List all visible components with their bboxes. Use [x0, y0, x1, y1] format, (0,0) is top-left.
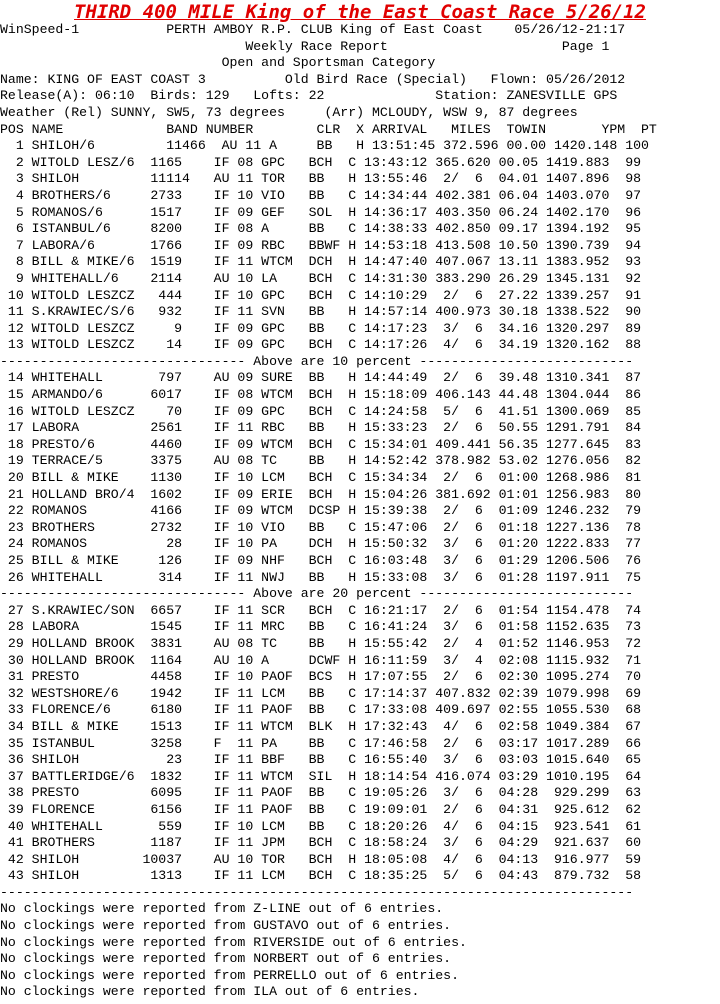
table-row: 28 LABORA 1545 IF 11 MRC BB C 16:41:24 3/ 6 01:58 1152.635 73 [0, 619, 642, 635]
table-row: 33 FLORENCE/6 6180 IF 11 PAOF BB C 17:33:08 409.697 02:55 1055.530 68 [0, 702, 642, 718]
header-line: Name: KING OF EAST COAST 3 Old Bird Race (Special) Flown: 05/26/2012 [0, 71, 626, 87]
table-row: 13 WITOLD LESZCZ 14 IF 09 GPC BCH C 14:17:26 4/ 6 34.19 1320.162 88 [0, 337, 642, 353]
table-row: 42 SHILOH 10037 AU 10 TOR BCH H 18:05:08 4/ 6 04:13 916.977 59 [0, 851, 642, 867]
table-row: 19 TERRACE/5 3375 AU 08 TC BB H 14:52:42 378.982 53.02 1276.056 82 [0, 453, 642, 469]
table-row: 18 PRESTO/6 4460 IF 09 WTCM BCH C 15:34:01 409.441 56.35 1277.645 83 [0, 436, 642, 452]
report-header [0, 22, 657, 138]
footer-line: No clockings were reported from NORBERT out of 6 entries. [0, 951, 452, 967]
table-row: 1 SHILOH/6 11466 AU 11 A BB H 13:51:45 372.596 00.00 1420.148 100 [0, 138, 649, 154]
header-line: WinSpeed-1 PERTH AMBOY R.P. CLUB King of East Coast 05/26/12-21:17 [0, 22, 626, 37]
table-row: 6 ISTANBUL/6 8200 IF 08 A BB C 14:38:33 402.850 09.17 1394.192 95 [0, 221, 642, 237]
table-row: 34 BILL & MIKE 1513 IF 11 WTCM BLK H 17:32:43 4/ 6 02:58 1049.384 67 [0, 718, 642, 734]
table-row: 25 BILL & MIKE 126 IF 09 NHF BCH C 16:03:48 3/ 6 01:29 1206.506 76 [0, 553, 642, 568]
table-row: 8 BILL & MIKE/6 1519 IF 11 WTCM DCH H 14:47:40 407.067 13.11 1383.952 93 [0, 254, 642, 270]
no-clockings-footer [0, 901, 657, 1001]
table-row: 24 ROMANOS 28 IF 10 PA DCH H 15:50:32 3/ 6 01:20 1222.833 77 [0, 536, 642, 552]
table-row: 37 BATTLERIDGE/6 1832 IF 11 WTCM SIL H 18:14:54 416.074 03:29 1010.195 64 [0, 768, 642, 784]
table-row: 41 BROTHERS 1187 IF 11 JPM BCH C 18:58:24 3/ 6 04:29 921.637 60 [0, 835, 642, 851]
table-row: 17 LABORA 2561 IF 11 RBC BB H 15:33:23 2/ 6 50.55 1291.791 84 [0, 420, 642, 436]
table-row: 43 SHILOH 1313 IF 11 LCM BCH C 18:35:25 5/ 6 04:43 879.732 58 [0, 868, 642, 884]
report-title: THIRD 400 MILE King of the East Coast Race 5/26/12 [74, 1, 646, 23]
footer-line: No clockings were reported from PERRELLO out of 6 entries. [0, 967, 459, 983]
footer-line: No clockings were reported from Z-LINE out of 6 entries. [0, 901, 444, 917]
table-row: 5 ROMANOS/6 1517 IF 09 GEF SOL H 14:36:17 403.350 06.24 1402.170 96 [0, 204, 642, 220]
header-line: Weekly Race Report Page 1 [0, 38, 610, 54]
table-row: 16 WITOLD LESZCZ 70 IF 09 GPC BCH C 14:24:58 5/ 6 41.51 1300.069 85 [0, 403, 642, 419]
table-row: 38 PRESTO 6095 IF 11 PAOF BB C 19:05:26 3/ 6 04:28 929.299 63 [0, 785, 642, 801]
table-row: 36 SHILOH 23 IF 11 BBF BB C 16:55:40 3/ 6 03:03 1015.640 65 [0, 752, 642, 768]
footer-line: No clockings were reported from RIVERSIDE out of 6 entries. [0, 934, 467, 950]
table-row: 40 WHITEHALL 559 IF 10 LCM BB C 18:20:26 4/ 6 04:15 923.541 61 [0, 818, 642, 834]
header-line: Open and Sportsman Category [0, 55, 436, 71]
table-row: 32 WESTSHORE/6 1942 IF 11 LCM BB C 17:14:37 407.832 02:39 1079.998 69 [0, 685, 642, 701]
header-line: Release(A): 06:10 Birds: 129 Lofts: 22 Station: ZANESVILLE GPS [0, 88, 618, 104]
table-row: 31 PRESTO 4458 IF 10 PAOF BCS H 17:07:55 2/ 6 02:30 1095.274 70 [0, 669, 642, 685]
table-row: 3 SHILOH 11114 AU 11 TOR BB H 13:55:46 2/ 6 04.01 1407.896 98 [0, 171, 642, 187]
table-row: 20 BILL & MIKE 1130 IF 10 LCM BCH C 15:34:34 2/ 6 01:00 1268.986 81 [0, 470, 642, 486]
table-row: 22 ROMANOS 4166 IF 09 WTCM DCSP H 15:39:38 2/ 6 01:09 1246.232 79 [0, 503, 642, 519]
table-row: 12 WITOLD LESZCZ 9 IF 09 GPC BB C 14:17:23 3/ 6 34.16 1320.297 89 [0, 320, 642, 336]
footer-line: No clockings were reported from ILA out of 6 entries. [0, 984, 420, 1000]
table-row: 29 HOLLAND BROOK 3831 AU 08 TC BB H 15:55:42 2/ 4 01:52 1146.953 72 [0, 635, 642, 651]
table-row: 7 LABORA/6 1766 IF 09 RBC BBWF H 14:53:18 413.508 10.50 1390.739 94 [0, 237, 642, 253]
table-row: 35 ISTANBUL 3258 F 11 PA BB C 17:46:58 2/ 6 03:17 1017.289 66 [0, 735, 642, 751]
table-row: 39 FLORENCE 6156 IF 11 PAOF BB C 19:09:01 2/ 6 04:31 925.612 62 [0, 801, 642, 817]
race-report [0, 22, 657, 1001]
table-row: 10 WITOLD LESZCZ 444 IF 10 GPC BCH C 14:10:29 2/ 6 27.22 1339.257 91 [0, 287, 642, 303]
table-row: ------------------------------- Above are 20 percent --------------------------- [0, 586, 634, 602]
footer-line: No clockings were reported from GUSTAVO out of 6 entries. [0, 918, 452, 934]
header-line: Weather (Rel) SUNNY, SW5, 73 degrees (Arr) MCLOUDY, WSW 9, 87 degrees [0, 104, 578, 120]
table-row: 15 ARMANDO/6 6017 IF 08 WTCM BCH H 15:18:09 406.143 44.48 1304.044 86 [0, 387, 642, 403]
table-row: 23 BROTHERS 2732 IF 10 VIO BB C 15:47:06 2/ 6 01:18 1227.136 78 [0, 519, 642, 535]
table-row: 4 BROTHERS/6 2733 IF 10 VIO BB C 14:34:44 402.381 06.04 1403.070 97 [0, 187, 642, 203]
table-row: 14 WHITEHALL 797 AU 09 SURE BB H 14:44:49 2/ 6 39.48 1310.341 87 [0, 370, 642, 386]
table-row: 2 WITOLD LESZ/6 1165 IF 08 GPC BCH C 13:43:12 365.620 00.05 1419.883 99 [0, 154, 642, 170]
table-row: 26 WHITEHALL 314 IF 11 NWJ BB H 15:33:08 3/ 6 01:28 1197.911 75 [0, 569, 642, 585]
results-table [0, 138, 657, 901]
header-line: POS NAME BAND NUMBER CLR X ARRIVAL MILES TOWIN YPM PT [0, 121, 657, 137]
table-row: 21 HOLLAND BRO/4 1602 IF 09 ERIE BCH H 15:04:26 381.692 01:01 1256.983 80 [0, 486, 642, 502]
table-row: 9 WHITEHALL/6 2114 AU 10 LA BCH C 14:31:30 383.290 26.29 1345.131 92 [0, 270, 642, 286]
table-row: 30 HOLLAND BROOK 1164 AU 10 A DCWF H 16:11:59 3/ 4 02:08 1115.932 71 [0, 652, 642, 668]
table-row: ------------------------------- Above are 10 percent --------------------------- [0, 353, 634, 369]
table-row: 11 S.KRAWIEC/S/6 932 IF 11 SVN BB H 14:57:14 400.973 30.18 1338.522 90 [0, 304, 642, 320]
table-row: 27 S.KRAWIEC/SON 6657 IF 11 SCR BCH C 16:21:17 2/ 6 01:54 1154.478 74 [0, 602, 642, 618]
table-row: -------------------------------------------------------------------------------- [0, 884, 634, 900]
